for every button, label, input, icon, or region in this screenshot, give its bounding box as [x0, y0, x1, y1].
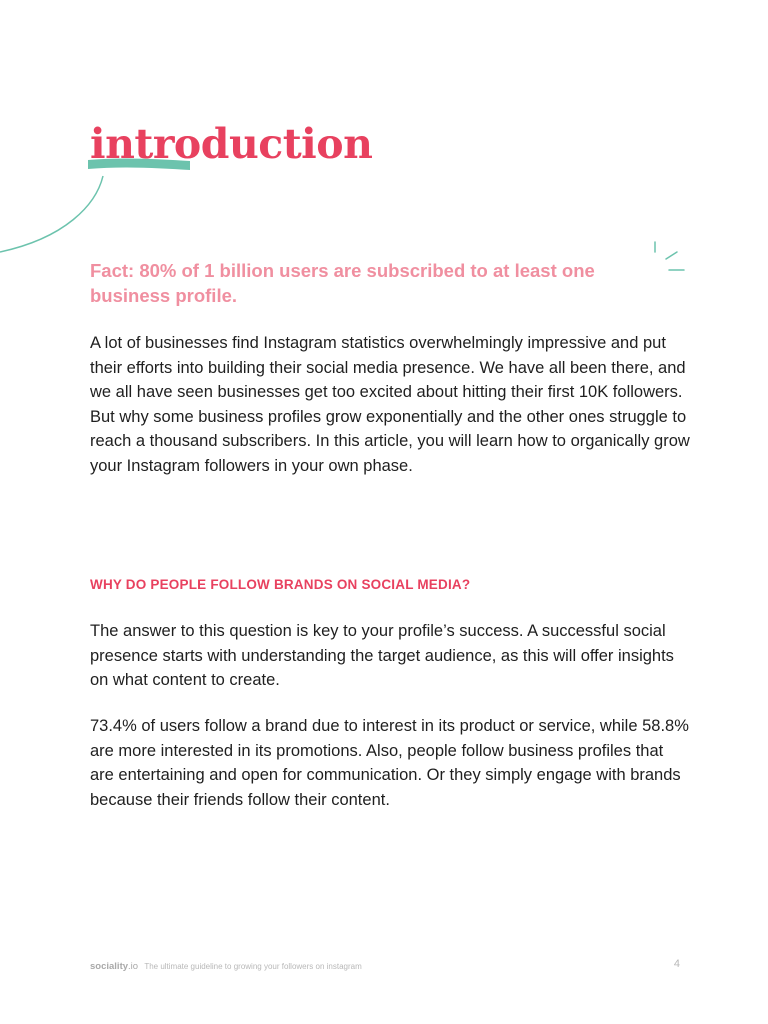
body-paragraph-2: The answer to this question is key to your profile’s success. A successful social presence starts with understanding the target audience, as this will offer insights on what content to create.: [90, 622, 674, 689]
body-paragraph-3: 73.4% of users follow a brand due to interest in its product or service, while 58.8% are more interested in its promotions. Also, people follow business profiles that are entertaining and open for communication. Or they simply engage with brands because their friends follow their content.: [90, 717, 689, 809]
brand-logo-suffix: .io: [128, 961, 139, 972]
intro-paragraph: A lot of businesses find Instagram statistics overwhelmingly impressive and put their efforts into building their social media presence. We have all been there, and we all have seen businesses get too excited about hitting their first 10K followers. But why some business profiles grow exponentially and the other ones struggle to reach a thousand subscribers. In this article, you will learn how to organically grow your Instagram followers in your own phase.: [90, 334, 690, 475]
page-number: 4: [673, 958, 680, 970]
footer-tagline: The ultimate guideline to growing your followers on instagram: [144, 962, 362, 971]
section-heading: WHY DO PEOPLE FOLLOW BRANDS ON SOCIAL MEDIA?: [90, 577, 471, 592]
brand-logo: sociality: [90, 961, 129, 972]
fact-callout: Fact: 80% of 1 billion users are subscribed to at least one business profile.: [90, 260, 595, 306]
page-footer: [90, 958, 680, 975]
swoosh-curve: [0, 176, 103, 252]
page-title: introduction: [90, 120, 373, 168]
